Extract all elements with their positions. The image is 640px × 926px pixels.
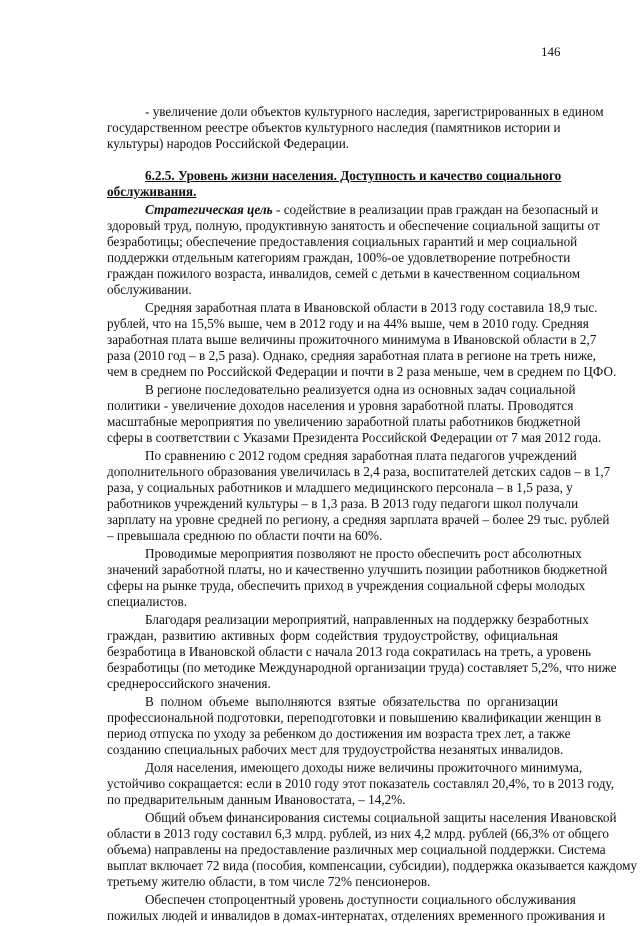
line-text: объема) направлены на предоставление различных мер социальной поддержки. Система [107,842,606,857]
text-line [107,826,609,842]
text-line [107,104,604,120]
text-line [107,250,571,266]
line-text: Общий объем финансирования системы социальной защиты населения Ивановской [145,810,617,825]
line-text: сферы в соответствии с Указами Президента Российской Федерации от 7 мая 2012 года. [107,430,602,445]
line-text: сферы на рынке труда, обеспечить приход в учреждения социальной сферы молодых [107,578,586,593]
line-text: - увеличение доли объектов культурного наследия, зарегистрированных в едином [145,104,604,119]
text-line [107,136,558,152]
line-text: зарплату на уровне средней по региону, а средняя зарплата врачей – более 29 тыс. рублей [107,512,610,527]
text-line [107,858,638,874]
line-text: Проводимые мероприятия позволяют не просто обеспечить рост абсолютных [145,546,582,561]
line-text: по предварительным данным Ивановостата, – 14,2%. [107,792,406,807]
text-line [107,776,614,792]
line-text: - содействие в реализации прав граждан на безопасный и [272,202,599,217]
text-line [107,792,558,808]
line-text: Благодаря реализации мероприятий, направленных на поддержку безработных [145,612,589,627]
paragraph [107,892,606,924]
paragraph [107,382,602,446]
text-line [107,612,589,628]
line-text: обслуживании. [107,282,192,297]
text-line [107,464,611,480]
line-text: культуры) народов Российской Федерации. [107,136,350,151]
text-line [107,168,562,184]
text-line [107,234,578,250]
text-line [107,266,581,282]
line-text: области в 2013 году составил 6,3 млрд. рублей, из них 4,2 млрд. рублей (66,3% от общего [107,826,609,841]
text-line [107,562,608,578]
line-text: чем в среднем по Российской Федерации и почти в 2 раза меньше, чем в среднем по ЦФО. [107,364,617,379]
line-text: пожилых людей и инвалидов в домах-интернатах, отделениях временного проживания и [107,908,606,923]
text-line [107,660,617,676]
line-text: среднероссийского значения. [107,676,271,691]
line-text: специалистов. [107,594,188,609]
paragraph [107,104,604,152]
line-text: безработица в Ивановской области с начала 2013 года сократилась на треть, а уровень [107,644,592,659]
line-text: безработицы (по методике Международной организации труда) составляет 5,2%, что ниже [107,660,617,675]
line-text: граждан пожилого возраста, инвалидов, семей с детьми в качественном социальном [107,266,581,281]
text-line [107,546,582,562]
text-line [107,874,558,890]
text-line [107,218,600,234]
text-line [107,842,606,858]
text-line [107,120,561,136]
text-line [107,810,617,826]
line-text: В регионе последовательно реализуется одна из основных задач социальной [145,382,576,397]
line-text: поддержки отдельным категориям граждан, 100%-ое удовлетворение потребности [107,250,571,265]
paragraph [107,612,617,692]
text-line [107,300,598,316]
paragraph [107,546,608,610]
text-line [107,348,597,364]
line-text: устойчиво сокращается: если в 2010 году этот показатель составлял 20,4%, то в 2013 году, [107,776,614,791]
text-line [107,496,579,512]
paragraph [107,694,602,758]
line-text: раза (2010 год – в 2,5 раза). Однако, средняя заработная плата в регионе на треть ниже, [107,348,597,363]
paragraph [107,810,638,890]
line-text: созданию специальных рабочих мест для трудоустройства незанятых инвалидов. [107,742,564,757]
line-text: Обеспечен стопроцентный уровень доступности социального обслуживания [145,892,576,907]
text-line [107,364,617,380]
text-line [107,414,581,430]
text-line [107,594,558,610]
text-line [107,480,573,496]
line-text: обслуживания. [107,184,197,199]
text-line [107,710,602,726]
line-text: рублей, что на 15,5% выше, чем в 2012 году и на 44% выше, чем в 2010 году. Средняя [107,316,589,331]
text-line [107,282,558,298]
line-text: – превышала среднюю по области почти на 60%. [107,528,383,543]
text-line [107,676,558,692]
line-text: здоровый труд, полную, продуктивную занятость и обеспечение социальной защиты от [107,218,600,233]
text-line [107,382,576,398]
text-line [107,332,597,348]
text-line [107,742,564,758]
line-text: масштабные мероприятия по увеличению заработной платы работников бюджетной [107,414,581,429]
text-line [107,694,558,710]
text-line [107,726,571,742]
paragraph [107,760,614,808]
text-line [107,184,558,200]
lead-term: Стратегическая цель [145,202,273,217]
text-line [107,760,583,776]
line-text: Доля населения, имеющего доходы ниже величины прожиточного минимума, [145,760,583,775]
paragraph [107,300,617,380]
text-line [107,448,577,464]
page-number: 146 [541,44,561,59]
line-text: раза, у социальных работников и младшего медицинского персонала – в 1,5 раза, у [107,480,573,495]
line-text: период отпуска по уходу за ребенком до достижения им возраста трех лет, а также [107,726,571,741]
line-text: политики - увеличение доходов населения и уровня заработной платы. Проводятся [107,398,574,413]
line-text: безработицы; обеспечение предоставления социальных гарантий и мер социальной [107,234,578,249]
line-text: 6.2.5. Уровень жизни населения. Доступность и качество социального [145,168,562,183]
paragraph [107,202,600,298]
line-text: работников учреждений культуры – в 1,3 раза. В 2013 году педагоги школ получали [107,496,579,511]
line-text: По сравнению с 2012 годом средняя заработная плата педагогов учреждений [145,448,577,463]
text-line [107,528,558,544]
text-line [107,628,558,644]
line-text: третьему жителю области, в том числе 72% пенсионеров. [107,874,431,889]
text-line [107,430,602,446]
document-body [107,104,638,926]
line-text: Средняя заработная плата в Ивановской области в 2013 году составила 18,9 тыс. [145,300,598,315]
text-line [107,512,610,528]
text-line [107,202,599,218]
line-text: граждан, развитию активных форм содействия трудоустройству, официальная [107,628,558,643]
text-line [107,908,606,924]
line-text: значений заработной платы, но и качественно улучшить позиции работников бюджетной [107,562,608,577]
line-text: В полном объеме выполняются взятые обязательства по организации [145,694,558,709]
line-text: дополнительного образования увеличилась в 2,4 раза, воспитателей детских садов – в 1,7 [107,464,611,479]
text-line [107,892,576,908]
text-line [107,644,592,660]
line-text: выплат включает 72 вида (пособия, компенсации, субсидии), поддержка оказывается каждому [107,858,638,873]
line-text: государственном реестре объектов культурного наследия (памятников истории и [107,120,561,135]
text-line [107,316,589,332]
text-line [107,578,586,594]
paragraph [107,448,611,544]
line-text: профессиональной подготовки, переподготовки и повышению квалификации женщин в [107,710,602,725]
line-text: заработная плата выше величины прожиточного минимума в Ивановской области в 2,7 [107,332,597,347]
section-heading [107,168,562,200]
text-line [107,398,574,414]
